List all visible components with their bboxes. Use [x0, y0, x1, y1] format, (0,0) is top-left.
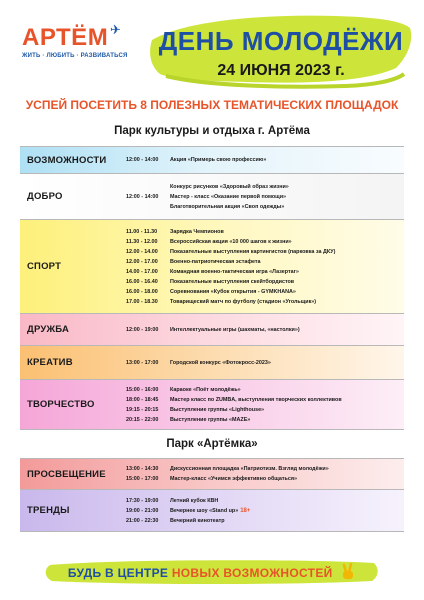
entry-activity-text: Мастер класс по ZUMBA, выступления творческих коллективов — [170, 396, 342, 403]
entry-activity — [170, 516, 400, 526]
entry-time: 20:15 - 22:00 — [126, 416, 159, 423]
section-category: ТВОРЧЕСТВО — [27, 399, 95, 410]
entry-activity — [170, 202, 400, 212]
entry-activity — [170, 237, 400, 247]
section-row — [20, 314, 404, 346]
section-category: СПОРТ — [27, 261, 62, 272]
victory-hand-icon — [340, 563, 356, 581]
entry-activity-text: Городской конкурс «Фотокросс-2023» — [170, 359, 271, 366]
schedule-entry — [126, 395, 400, 405]
schedule-entry — [126, 267, 400, 277]
venue-title-park-culture: Парк культуры и отдыха г. Артёма — [114, 125, 310, 137]
section-row — [20, 380, 404, 430]
entry-activity — [170, 405, 400, 415]
entry-activity — [170, 227, 400, 237]
entry-activity-text: Конкурс рисунков «Здоровый образ жизни» — [170, 183, 289, 190]
section-category: ДОБРО — [27, 191, 63, 202]
entry-activity — [170, 395, 400, 405]
entry-activity-text: Акция «Примерь свою профессию» — [170, 157, 267, 163]
entry-time: 12.00 - 14.00 — [126, 248, 158, 255]
entry-time: 12:00 - 14:00 — [126, 157, 159, 163]
entry-activity-text: Военно-патриотическая эстафета — [170, 258, 261, 265]
entry-activity-text: Дискуссионная площадка «Патриотизм. Взгляд молодёжи» — [170, 466, 329, 472]
entry-time: 18:00 - 18:45 — [126, 396, 159, 403]
section-category: КРЕАТИВ — [27, 357, 73, 368]
section-category: ТРЕНДЫ — [27, 505, 70, 516]
entry-activity — [170, 257, 400, 267]
entry-time: 15:00 - 16:00 — [126, 386, 159, 393]
section-category: ДРУЖБА — [27, 324, 70, 335]
entry-time: 15:00 - 17:00 — [126, 476, 159, 482]
entry-activity-text: Командная военно-тактическая игра «Лазертаг» — [170, 268, 299, 275]
airplane-icon: ✈ — [110, 22, 121, 37]
schedule-entry — [126, 385, 400, 395]
footer-text-part2: НОВЫХ ВОЗМОЖНОСТЕЙ — [171, 566, 333, 580]
entry-time: 13:00 - 14:30 — [126, 466, 159, 472]
entry-list — [126, 220, 400, 313]
age-rating: 18+ — [240, 507, 251, 514]
entry-list — [126, 490, 400, 531]
logo-tagline: ЖИТЬ · ЛЮБИТЬ · РАЗВИВАТЬСЯ — [22, 53, 128, 59]
entry-activity — [170, 415, 400, 425]
footer-slogan — [42, 557, 382, 585]
schedule-entry — [126, 297, 400, 307]
section-row — [20, 146, 404, 174]
footer-text-part1: БУДЬ В ЦЕНТРЕ — [67, 566, 169, 580]
entry-time: 11.30 - 12.00 — [126, 238, 158, 245]
entry-activity — [170, 506, 400, 516]
entry-activity-text: Вечерний кинотеатр — [170, 517, 225, 524]
entry-activity — [170, 182, 400, 192]
entry-activity-text: Летний кубок КВН — [170, 497, 219, 504]
section-category: ПРОСВЕЩЕНИЕ — [27, 468, 106, 480]
logo-name: АРТЁМ — [22, 24, 109, 51]
section-category: ВОЗМОЖНОСТИ — [27, 154, 107, 166]
entry-list — [126, 380, 400, 429]
entry-time: 21:00 - 22:30 — [126, 517, 159, 524]
entry-activity-text: Выступление группы «Lighthouse» — [170, 406, 265, 413]
entry-activity-text: Всероссийская акция «10 000 шагов к жизни» — [170, 238, 292, 245]
section-row — [20, 458, 404, 490]
section-row — [20, 174, 404, 220]
schedule-entry — [126, 474, 400, 484]
entry-activity — [170, 155, 400, 165]
schedule-entry — [126, 277, 400, 287]
entry-time: 17:30 - 19:00 — [126, 497, 159, 504]
entry-activity-text: Мастер - класс «Оказание первой помощи» — [170, 193, 287, 200]
entry-activity-text: Благотворительная акция «Своп одежды» — [170, 203, 285, 210]
entry-time: 19:15 - 20:15 — [126, 406, 159, 413]
entry-activity — [170, 464, 400, 474]
entry-activity — [170, 358, 400, 368]
entry-list — [126, 314, 400, 345]
schedule-entry — [126, 516, 400, 526]
entry-activity — [170, 474, 400, 484]
entry-activity — [170, 496, 400, 506]
section-row — [20, 490, 404, 532]
section-row — [20, 220, 404, 314]
entry-activity-text: Товарищеский матч по футболу (стадион «Угольщик») — [170, 298, 317, 305]
schedule-entry — [126, 405, 400, 415]
venue-title-park-artyomka: Парк «Артёмка» — [166, 438, 258, 450]
entry-time: 13:00 - 17:00 — [126, 359, 159, 366]
entry-activity-text: Выступление группы «MAZE» — [170, 416, 251, 423]
event-date: 24 ИЮНЯ 2023 г. — [217, 62, 345, 79]
section-row — [20, 346, 404, 380]
entry-list — [126, 459, 400, 489]
schedule-entry — [126, 325, 400, 335]
entry-activity — [170, 247, 400, 257]
entry-time: 16.00 - 18.00 — [126, 288, 158, 295]
entry-time: 12.00 - 17.00 — [126, 258, 158, 265]
entry-activity-text: Караоке «Поёт молодёжь» — [170, 386, 241, 393]
schedule-entry — [126, 182, 400, 192]
schedule-entry — [126, 464, 400, 474]
entry-activity-text: Интеллектуальные игры (шахматы, «настолки») — [170, 326, 300, 333]
schedule-entry — [126, 257, 400, 267]
entry-time: 11.00 - 11.30 — [126, 228, 158, 235]
entry-time: 16.00 - 16.40 — [126, 278, 158, 285]
schedule-entry — [126, 506, 400, 516]
schedule-entry — [126, 496, 400, 506]
schedule-entry — [126, 287, 400, 297]
entry-activity — [170, 267, 400, 277]
entry-activity — [170, 325, 400, 335]
entry-activity-text: Зарядка Чемпионов — [170, 228, 224, 235]
entry-activity-text: Показательные выступления скейтбордистов — [170, 278, 295, 285]
schedule-entry — [126, 247, 400, 257]
entry-activity-text: Показательные выступления картингистов (парковка за ДКУ) — [170, 248, 336, 255]
entry-time: 19:00 - 21:00 — [126, 507, 159, 514]
headline: УСПЕЙ ПОСЕТИТЬ 8 ПОЛЕЗНЫХ ТЕМАТИЧЕСКИХ ПЛОЩАДОК — [25, 98, 399, 112]
entry-activity-text: Мастер-класс «Учимся эффективно общаться» — [170, 476, 297, 482]
entry-activity-text: Соревнования «Кубок открытия - GYMKHANA» — [170, 288, 296, 295]
entry-activity — [170, 277, 400, 287]
entry-activity — [170, 287, 400, 297]
entry-activity — [170, 385, 400, 395]
entry-time: 14.00 - 17.00 — [126, 268, 158, 275]
entry-list — [126, 346, 400, 379]
event-title: ДЕНЬ МОЛОДЁЖИ — [158, 26, 404, 56]
logo — [22, 22, 132, 59]
entry-time: 12:00 - 19:00 — [126, 326, 159, 333]
entry-time: 17.00 - 18.30 — [126, 298, 158, 305]
entry-list — [126, 174, 400, 219]
schedule-entry — [126, 237, 400, 247]
entry-activity — [170, 192, 400, 202]
schedule-entry — [126, 415, 400, 425]
entry-activity — [170, 297, 400, 307]
entry-activity-text: Вечернее шоу «Stand up» — [170, 507, 239, 514]
schedule-entry — [126, 202, 400, 212]
entry-time: 12:00 - 14:00 — [126, 193, 159, 200]
schedule-entry — [126, 358, 400, 368]
schedule-entry — [126, 192, 400, 202]
entry-list — [126, 147, 400, 173]
schedule-entry — [126, 227, 400, 237]
schedule-entry — [126, 155, 400, 165]
